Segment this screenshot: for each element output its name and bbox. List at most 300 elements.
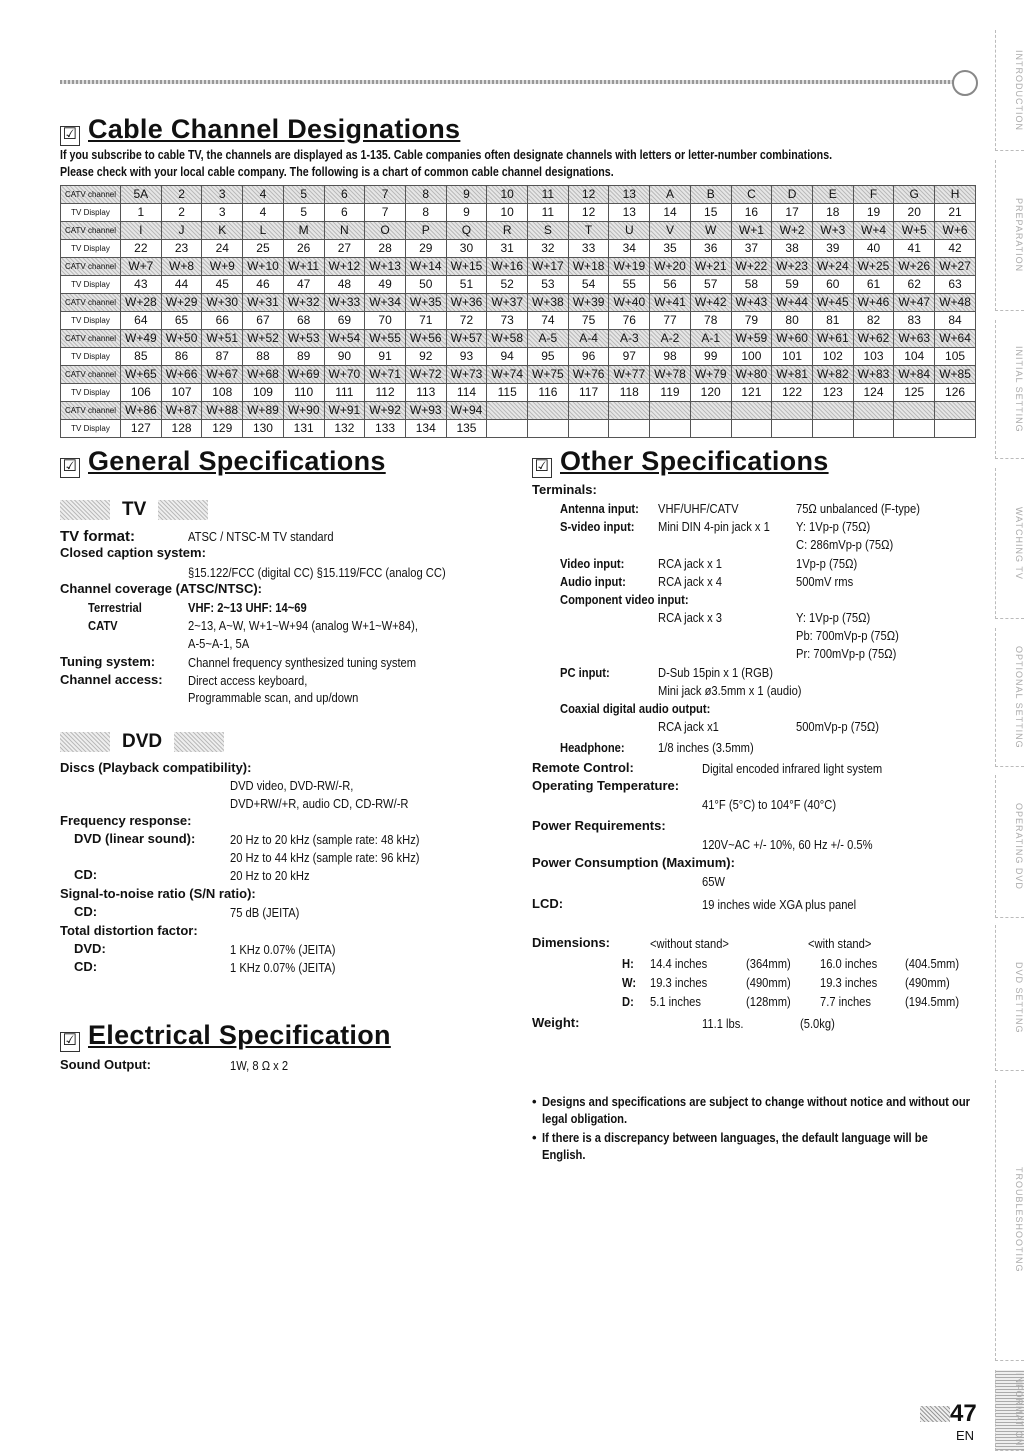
dimension-axis — [622, 956, 636, 971]
tv-display-cell: 77 — [650, 312, 691, 330]
subheading-bar-left — [60, 500, 110, 520]
catv-channel-cell — [731, 402, 772, 420]
discs-value-2: DVD+RW/+R, audio CD, CD-RW/-R — [230, 796, 409, 811]
audio-input-label: Audio input: — [560, 574, 626, 589]
side-tab[interactable]: INTRODUCTION — [995, 30, 1024, 151]
catv-channel-cell: W+16 — [487, 258, 528, 276]
coaxial-output-spec: 500mVp-p (75Ω) — [796, 719, 879, 734]
tv-display-cell: 8 — [405, 204, 446, 222]
catv-channel-cell: A-4 — [568, 330, 609, 348]
catv-channel-cell: 12 — [568, 186, 609, 204]
channel-access-value-2: Programmable scan, and up/down — [188, 690, 359, 705]
catv-row-label: CATV channel — [61, 330, 121, 348]
catv-channel-cell: L — [243, 222, 284, 240]
dimension-value — [905, 956, 968, 971]
tv-display-cell: 101 — [772, 348, 813, 366]
catv-channel-cell — [528, 402, 569, 420]
component-value-wrap — [658, 610, 732, 625]
tv-display-cell: 106 — [121, 384, 162, 402]
note-item — [532, 1093, 970, 1127]
catv-channel-cell: W+88 — [202, 402, 243, 420]
general-section-title — [60, 446, 386, 477]
component-video-label: Component video input: — [560, 592, 689, 607]
side-tab[interactable]: OPERATING DVD — [995, 775, 1024, 918]
note-text-1: Designs and specifications are subject to change without notice and without our legal obligation. — [542, 1094, 970, 1126]
catv-channel-cell: W+52 — [243, 330, 284, 348]
cd-snr-value: 75 dB (JEITA) — [230, 905, 300, 920]
dimension-text: 14.4 inches — [650, 956, 708, 971]
component-y-spec: Y: 1Vp-p (75Ω) — [796, 610, 871, 625]
tv-display-cell: 38 — [772, 240, 813, 258]
tv-row-label: TV Display — [61, 312, 121, 330]
weight-value-wrap — [702, 1016, 750, 1031]
catv-channel-cell: W+42 — [690, 294, 731, 312]
tv-display-cell: 33 — [568, 240, 609, 258]
tv-display-cell: 119 — [650, 384, 691, 402]
tv-display-cell: 66 — [202, 312, 243, 330]
catv-channel-cell — [894, 402, 935, 420]
catv-channel-cell: W+49 — [121, 330, 162, 348]
video-input-label: Video input: — [560, 556, 625, 571]
access-value-1-wrap — [188, 673, 327, 688]
terminals-label: Terminals: — [532, 482, 597, 497]
tv-display-cell: 91 — [365, 348, 406, 366]
headphone-value-wrap — [658, 740, 769, 755]
catv-value-2: A-5~A-1, 5A — [188, 636, 250, 651]
tv-format-label: TV format: — [60, 528, 135, 545]
catv-channel-cell: W+36 — [446, 294, 487, 312]
dvd-linear-value-2: 20 Hz to 44 kHz (sample rate: 96 kHz) — [230, 850, 420, 865]
catv-channel-cell: 4 — [243, 186, 284, 204]
tv-row-label: TV Display — [61, 276, 121, 294]
tv-display-cell: 114 — [446, 384, 487, 402]
lcd-value: 19 inches wide XGA plus panel — [702, 897, 857, 912]
remote-value-wrap — [702, 761, 912, 776]
tv-display-cell: 20 — [894, 204, 935, 222]
tv-display-cell: 41 — [894, 240, 935, 258]
page-number: 47 — [950, 1400, 977, 1427]
tv-display-cell: 56 — [650, 276, 691, 294]
dimensions-label: Dimensions: — [532, 935, 611, 950]
tv-display-cell: 130 — [243, 420, 284, 438]
checkbox-icon: ☑ — [60, 126, 80, 146]
catv-channel-cell: W+53 — [283, 330, 324, 348]
coaxial-output-value: RCA jack x1 — [658, 719, 719, 734]
tv-display-cell: 50 — [405, 276, 446, 294]
tv-display-cell: 82 — [853, 312, 894, 330]
tv-display-cell: 64 — [121, 312, 162, 330]
catv-channel-cell: W+10 — [243, 258, 284, 276]
tv-display-cell: 40 — [853, 240, 894, 258]
catv-channel-row — [61, 222, 976, 240]
access-value-2-wrap — [188, 690, 386, 705]
dimension-value — [650, 956, 717, 971]
catv-channel-cell: W+63 — [894, 330, 935, 348]
catv-channel-cell: W+15 — [446, 258, 487, 276]
catv-channel-cell: W+83 — [853, 366, 894, 384]
tv-display-cell: 99 — [690, 348, 731, 366]
catv-channel-cell: W+39 — [568, 294, 609, 312]
catv-channel-cell: K — [202, 222, 243, 240]
top-rule — [60, 80, 960, 84]
catv-channel-cell: A-3 — [609, 330, 650, 348]
tv-display-row — [61, 240, 976, 258]
audio-input-value: RCA jack x 4 — [658, 574, 723, 589]
tv-display-cell: 42 — [935, 240, 976, 258]
catv-channel-cell: W+28 — [121, 294, 162, 312]
tv-display-cell: 83 — [894, 312, 935, 330]
dvd-thd-value: 1 KHz 0.07% (JEITA) — [230, 942, 336, 957]
tv-display-row — [61, 348, 976, 366]
dvd-linear-value-2-wrap — [230, 850, 450, 865]
tv-display-cell: 104 — [894, 348, 935, 366]
tv-display-cell: 124 — [853, 384, 894, 402]
catv-channel-row — [61, 186, 976, 204]
catv-channel-cell: W+17 — [528, 258, 569, 276]
dimension-value — [820, 975, 887, 990]
catv-channel-cell: W+1 — [731, 222, 772, 240]
tv-display-cell: 128 — [161, 420, 202, 438]
dimension-value — [650, 975, 717, 990]
side-tab[interactable]: OPTIONAL SETTING — [995, 628, 1024, 767]
tv-display-cell: 15 — [690, 204, 731, 222]
catv-channel-cell: I — [121, 222, 162, 240]
operating-temperature-label: Operating Temperature: — [532, 778, 680, 793]
component-pb-wrap — [796, 628, 916, 643]
svideo-spec-1-wrap — [796, 519, 882, 534]
tv-display-cell: 92 — [405, 348, 446, 366]
catv-channel-cell: A-2 — [650, 330, 691, 348]
tv-display-cell: 94 — [487, 348, 528, 366]
antenna-value-wrap — [658, 501, 752, 516]
other-title-text: Other Specifications — [560, 446, 829, 476]
side-tab[interactable]: WATCHING TV — [995, 468, 1024, 619]
closed-caption-label: Closed caption system: — [60, 545, 206, 560]
cable-channel-table — [60, 185, 976, 438]
pc-input-label: PC input: — [560, 665, 610, 680]
tv-display-cell: 65 — [161, 312, 202, 330]
tv-display-cell: 112 — [365, 384, 406, 402]
tv-display-cell: 7 — [365, 204, 406, 222]
tv-display-cell: 25 — [243, 240, 284, 258]
catv-channel-cell: C — [731, 186, 772, 204]
catv-channel-cell — [935, 402, 976, 420]
tv-display-cell: 109 — [243, 384, 284, 402]
dimension-text: (490mm) — [905, 975, 950, 990]
tv-display-cell — [772, 420, 813, 438]
catv-channel-cell — [568, 402, 609, 420]
audio-label-wrap — [560, 574, 637, 589]
catv-channel-cell: Q — [446, 222, 487, 240]
catv-row-label: CATV channel — [61, 366, 121, 384]
catv-channel-cell: V — [650, 222, 691, 240]
tv-display-cell: 34 — [609, 240, 650, 258]
tv-display-cell: 125 — [894, 384, 935, 402]
catv-channel-cell: W+26 — [894, 258, 935, 276]
catv-channel-row — [61, 366, 976, 384]
catv-channel-cell: W+79 — [690, 366, 731, 384]
tv-display-cell — [690, 420, 731, 438]
general-title-text: General Specifications — [88, 446, 386, 476]
catv-channel-cell: W+48 — [935, 294, 976, 312]
tv-row-label: TV Display — [61, 240, 121, 258]
tv-display-cell: 126 — [935, 384, 976, 402]
tv-display-cell: 4 — [243, 204, 284, 222]
catv-channel-cell: W+78 — [650, 366, 691, 384]
checkbox-icon: ☑ — [60, 1032, 80, 1052]
tv-display-cell: 68 — [283, 312, 324, 330]
tv-display-cell: 62 — [894, 276, 935, 294]
cd-snr-label: CD: — [74, 904, 98, 919]
dvd-thd-label: DVD: — [74, 941, 106, 956]
terrestrial-value: VHF: 2~13 UHF: 14~69 — [188, 600, 307, 615]
cable-title-text: Cable Channel Designations — [88, 114, 461, 144]
tv-display-cell: 37 — [731, 240, 772, 258]
catv-channel-cell: W+65 — [121, 366, 162, 384]
catv-channel-cell: 6 — [324, 186, 365, 204]
tv-display-cell: 19 — [853, 204, 894, 222]
discs-value-1-wrap — [230, 778, 374, 793]
catv-channel-cell: N — [324, 222, 365, 240]
tv-display-cell: 69 — [324, 312, 365, 330]
catv-value-2-wrap — [188, 636, 259, 651]
sound-output-value: 1W, 8 Ω x 2 — [230, 1058, 289, 1073]
tv-display-cell — [609, 420, 650, 438]
catv-channel-cell: W+6 — [935, 222, 976, 240]
antenna-input-value: VHF/UHF/CATV — [658, 501, 739, 516]
remote-control-value: Digital encoded infrared light system — [702, 761, 883, 776]
catv-channel-row — [61, 402, 976, 420]
catv-channel-cell: 7 — [365, 186, 406, 204]
dvd-linear-value-1-wrap — [230, 832, 450, 847]
dimension-value — [746, 975, 798, 990]
catv-channel-cell: B — [690, 186, 731, 204]
weight-value: 11.1 lbs. — [702, 1016, 744, 1031]
catv-channel-cell: F — [853, 186, 894, 204]
catv-channel-row — [61, 258, 976, 276]
tv-display-cell: 93 — [446, 348, 487, 366]
catv-channel-cell: M — [283, 222, 324, 240]
catv-channel-cell: D — [772, 186, 813, 204]
tv-subheading — [60, 498, 208, 522]
weight-label: Weight: — [532, 1015, 580, 1030]
cd-thd-value: 1 KHz 0.07% (JEITA) — [230, 960, 336, 975]
subheading-bar-right — [158, 500, 208, 520]
video-input-spec: 1Vp-p (75Ω) — [796, 556, 858, 571]
catv-channel-cell: W+8 — [161, 258, 202, 276]
catv-channel-cell: W+67 — [202, 366, 243, 384]
tv-display-cell: 107 — [161, 384, 202, 402]
catv-channel-cell: T — [568, 222, 609, 240]
tv-display-cell: 90 — [324, 348, 365, 366]
tv-display-cell: 28 — [365, 240, 406, 258]
tv-display-cell — [731, 420, 772, 438]
tv-display-cell: 51 — [446, 276, 487, 294]
catv-channel-cell: W+57 — [446, 330, 487, 348]
catv-row-label: CATV channel — [61, 402, 121, 420]
coax-label-wrap — [560, 701, 735, 716]
tv-display-cell: 111 — [324, 384, 365, 402]
pc-value-2-wrap — [658, 683, 825, 698]
side-tab[interactable]: DVD SETTING — [995, 925, 1024, 1071]
tv-display-cell: 39 — [812, 240, 853, 258]
subheading-bar-right — [174, 732, 224, 752]
tv-display-cell: 131 — [283, 420, 324, 438]
tv-display-cell — [528, 420, 569, 438]
discs-value-2-wrap — [230, 796, 438, 811]
cable-intro-line-1: If you subscribe to cable TV, the channels are displayed as 1-135. Cable companies often designate channels with letters or letter-number combinations. — [60, 147, 833, 162]
catv-channel-cell: E — [812, 186, 853, 204]
tv-display-cell — [650, 420, 691, 438]
side-tab[interactable]: INITIAL SETTING — [995, 320, 1024, 459]
tv-display-cell: 80 — [772, 312, 813, 330]
catv-channel-cell: W+11 — [283, 258, 324, 276]
catv-channel-cell: 5A — [121, 186, 162, 204]
dimensions-without-stand: <without stand> — [650, 936, 729, 951]
pc-input-value-2: Mini jack ø3.5mm x 1 (audio) — [658, 683, 802, 698]
catv-channel-cell: W+7 — [121, 258, 162, 276]
dimension-value — [820, 994, 879, 1009]
dvd-linear-value-1: 20 Hz to 20 kHz (sample rate: 48 kHz) — [230, 832, 420, 847]
tv-display-cell: 85 — [121, 348, 162, 366]
tv-display-cell: 133 — [365, 420, 406, 438]
catv-channel-cell: R — [487, 222, 528, 240]
dimension-text: (128mm) — [746, 994, 791, 1009]
catv-channel-cell: W+74 — [487, 366, 528, 384]
catv-channel-cell: 2 — [161, 186, 202, 204]
cd-freq-value: 20 Hz to 20 kHz — [230, 868, 310, 883]
side-tab[interactable]: TROUBLESHOOTING — [995, 1080, 1024, 1361]
catv-channel-cell: W+87 — [161, 402, 202, 420]
pc-label-wrap — [560, 665, 618, 680]
video-label-wrap — [560, 556, 635, 571]
catv-channel-cell: 8 — [405, 186, 446, 204]
coaxial-output-label: Coaxial digital audio output: — [560, 701, 711, 716]
catv-channel-cell: 11 — [528, 186, 569, 204]
side-tab[interactable]: INFORMATION — [995, 1370, 1024, 1451]
catv-channel-cell: W+77 — [609, 366, 650, 384]
lcd-label: LCD: — [532, 896, 564, 911]
catv-channel-cell: W+22 — [731, 258, 772, 276]
audio-value-wrap — [658, 574, 732, 589]
tuning-value-wrap — [188, 655, 453, 670]
cable-intro — [60, 146, 962, 180]
catv-channel-cell: W+69 — [283, 366, 324, 384]
catv-row-label: CATV channel — [61, 222, 121, 240]
catv-channel-cell: W+66 — [161, 366, 202, 384]
component-y-wrap — [796, 610, 882, 625]
svideo-input-spec-1: Y: 1Vp-p (75Ω) — [796, 519, 871, 534]
catv-channel-cell: W+94 — [446, 402, 487, 420]
tv-display-cell: 60 — [812, 276, 853, 294]
svideo-value-wrap — [658, 519, 788, 534]
tv-display-cell: 103 — [853, 348, 894, 366]
tv-display-cell: 9 — [446, 204, 487, 222]
operating-temperature-value: 41°F (5°C) to 104°F (40°C) — [702, 797, 837, 812]
antenna-label-wrap — [560, 501, 652, 516]
tv-display-cell: 97 — [609, 348, 650, 366]
catv-channel-cell: W+29 — [161, 294, 202, 312]
audio-spec-wrap — [796, 574, 862, 589]
catv-channel-cell: W+14 — [405, 258, 446, 276]
total-distortion-label: Total distortion factor: — [60, 923, 198, 938]
catv-channel-cell: W+72 — [405, 366, 446, 384]
terrestrial-value-wrap — [188, 600, 326, 615]
electrical-section-title — [60, 1020, 391, 1051]
catv-channel-cell: W+24 — [812, 258, 853, 276]
tv-display-cell: 102 — [812, 348, 853, 366]
tv-display-cell: 71 — [405, 312, 446, 330]
catv-channel-cell: U — [609, 222, 650, 240]
catv-channel-row — [61, 294, 976, 312]
catv-channel-cell: W+40 — [609, 294, 650, 312]
tv-row-label: TV Display — [61, 348, 121, 366]
tv-display-cell: 89 — [283, 348, 324, 366]
tv-display-cell: 14 — [650, 204, 691, 222]
tv-display-cell: 23 — [161, 240, 202, 258]
tv-display-cell: 17 — [772, 204, 813, 222]
tv-row-label: TV Display — [61, 204, 121, 222]
dimension-text: 19.3 inches — [650, 975, 708, 990]
checkbox-icon: ☑ — [532, 458, 552, 478]
tv-display-cell: 31 — [487, 240, 528, 258]
tv-display-row — [61, 312, 976, 330]
audio-input-spec: 500mV rms — [796, 574, 854, 589]
tv-display-cell: 70 — [365, 312, 406, 330]
catv-channel-cell: H — [935, 186, 976, 204]
discs-value-1: DVD video, DVD-RW/-R, — [230, 778, 354, 793]
coax-spec-wrap — [796, 719, 892, 734]
tv-display-cell: 121 — [731, 384, 772, 402]
dimension-text: 16.0 inches — [820, 956, 878, 971]
catv-channel-cell: W+92 — [365, 402, 406, 420]
checkbox-icon: ☑ — [60, 458, 80, 478]
video-value-wrap — [658, 556, 732, 571]
side-tab[interactable]: PREPARATION — [995, 160, 1024, 311]
catv-channel-cell: W+30 — [202, 294, 243, 312]
terrestrial-label-wrap — [88, 600, 151, 615]
tv-display-cell: 96 — [568, 348, 609, 366]
tv-display-cell: 55 — [609, 276, 650, 294]
tv-display-cell: 5 — [283, 204, 324, 222]
catv-channel-cell: W+71 — [365, 366, 406, 384]
tv-display-cell: 2 — [161, 204, 202, 222]
tv-display-cell — [568, 420, 609, 438]
catv-channel-cell: W+45 — [812, 294, 853, 312]
cd-thd-value-wrap — [230, 960, 353, 975]
tv-display-cell: 72 — [446, 312, 487, 330]
antenna-input-spec: 75Ω unbalanced (F-type) — [796, 501, 920, 516]
tv-display-cell: 49 — [365, 276, 406, 294]
svideo-input-spec-2: C: 286mVp-p (75Ω) — [796, 537, 894, 552]
coax-value-wrap — [658, 719, 729, 734]
catv-channel-cell: W+33 — [324, 294, 365, 312]
tv-display-cell: 84 — [935, 312, 976, 330]
tv-display-cell: 79 — [731, 312, 772, 330]
catv-channel-cell — [690, 402, 731, 420]
channel-access-value-1: Direct access keyboard, — [188, 673, 308, 688]
tv-display-cell: 3 — [202, 204, 243, 222]
catv-channel-cell: G — [894, 186, 935, 204]
sound-output-label: Sound Output: — [60, 1057, 151, 1072]
tv-display-cell: 123 — [812, 384, 853, 402]
catv-channel-cell: 10 — [487, 186, 528, 204]
dimension-text: 19.3 inches — [820, 975, 878, 990]
tv-display-cell: 53 — [528, 276, 569, 294]
catv-channel-cell: W+46 — [853, 294, 894, 312]
sound-output-value-wrap — [230, 1058, 298, 1073]
tv-display-cell: 81 — [812, 312, 853, 330]
